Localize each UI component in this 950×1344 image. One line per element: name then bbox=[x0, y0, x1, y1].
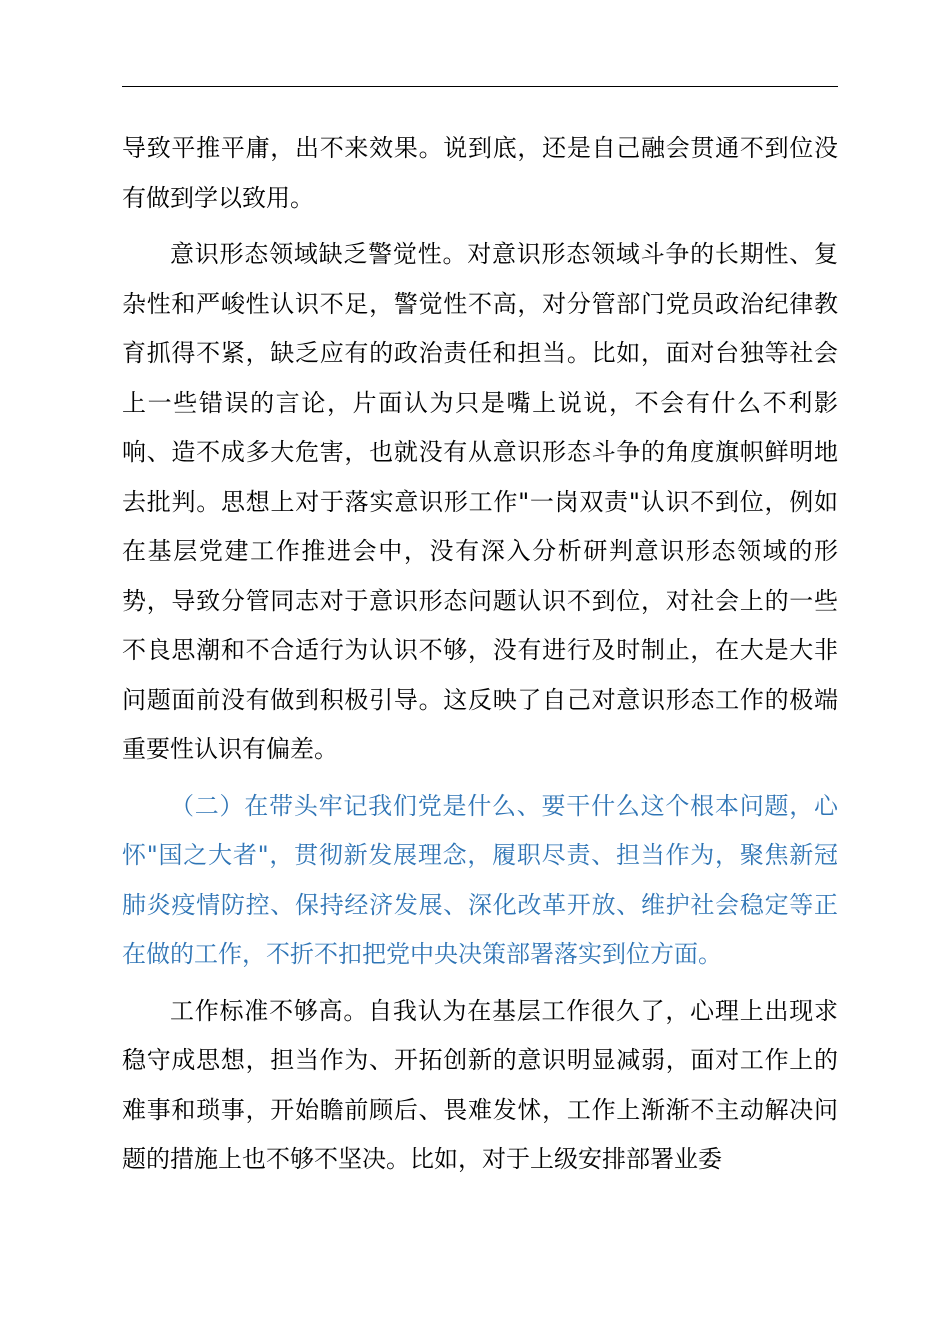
paragraph-continuation: 导致平推平庸，出不来效果。说到底，还是自己融会贯通不到位没有做到学以致用。 bbox=[122, 134, 838, 212]
header-rule bbox=[122, 86, 838, 87]
paragraph-ideology-vigilance: 意识形态领域缺乏警觉性。对意识形态领域斗争的长期性、复杂性和严峻性认识不足，警觉性不高，对分管部门党员政治纪律教育抓得不紧，缺乏应有的政治责任和担当。比如，面对台独等社会上一些错误的言论，片面认为只是嘴上说说，不会有什么不利影响、造不成多大危害，也就没有从意识形态斗争的角度旗帜鲜明地去批判。思想上对于落实意识形工作"一岗双责"认识不到位，例如在基层党建工作推进会中，没有深入分析研判意识形态领域的形势，导致分管同志对于意识形态问题认识不到位，对社会上的一些不良思潮和不合适行为认识不够，没有进行及时制止，在大是大非问题面前没有做到积极引导。这反映了自己对意识形态工作的极端重要性认识有偏差。 bbox=[122, 240, 838, 763]
section-heading-two: （二）在带头牢记我们党是什么、要干什么这个根本问题，心怀"国之大者"，贯彻新发展理念，履职尽责、担当作为，聚焦新冠肺炎疫情防控、保持经济发展、深化改革开放、维护社会稳定等正在做的工作，不折不扣把党中央决策部署落实到位方面。 bbox=[122, 791, 838, 968]
document-body bbox=[122, 124, 838, 1185]
paragraph-work-standards: 工作标准不够高。自我认为在基层工作很久了，心理上出现求稳守成思想，担当作为、开拓创新的意识明显减弱，面对工作上的难事和琐事，开始瞻前顾后、畏难发怵，工作上渐渐不主动解决问题的措施上也不够不坚决。比如，对于上级安排部署业委 bbox=[122, 996, 838, 1173]
